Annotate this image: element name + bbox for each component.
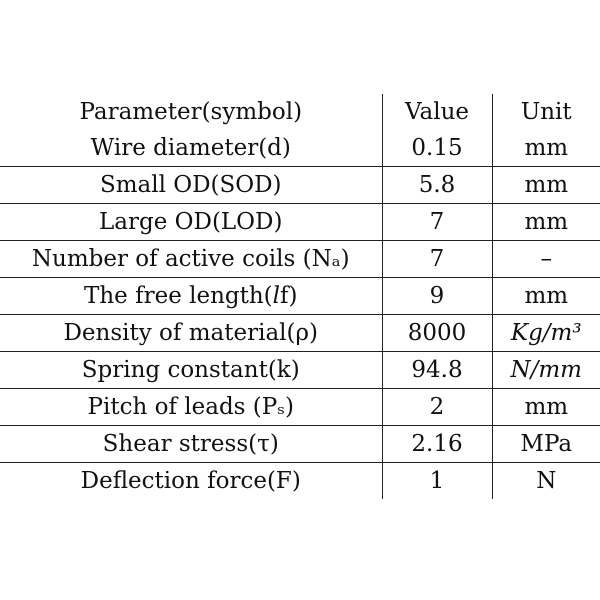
cell-parameter: Large OD(LOD) (99, 209, 283, 235)
header-unit: Unit (520, 99, 572, 125)
cell-unit: N (536, 468, 557, 494)
cell-parameter: Spring constant(k) (81, 357, 300, 383)
cell-value: 5.8 (382, 167, 492, 204)
cell-unit: N/mm (510, 357, 582, 383)
cell-value: 0.15 (382, 130, 492, 167)
cell-parameter: Deflection force(F) (80, 468, 301, 494)
cell-value: 8000 (382, 315, 492, 352)
cell-unit: mm (524, 394, 569, 420)
cell-parameter: The free length(𝑙f) (84, 283, 298, 309)
table-header-row (0, 94, 600, 130)
cell-unit: mm (524, 209, 569, 235)
cell-value: 9 (382, 278, 492, 315)
cell-value: 94.8 (382, 352, 492, 389)
table-row (0, 204, 600, 241)
table-row (0, 352, 600, 389)
table-row (0, 241, 600, 278)
cell-value: 2.16 (382, 426, 492, 463)
table-row (0, 167, 600, 204)
cell-unit: mm (524, 283, 569, 309)
cell-parameter: Pitch of leads (Pₛ) (87, 394, 294, 420)
table-row (0, 463, 600, 500)
table-row (0, 426, 600, 463)
cell-value: 1 (382, 463, 492, 500)
cell-value: 7 (382, 204, 492, 241)
cell-value: 7 (382, 241, 492, 278)
table-row (0, 130, 600, 167)
header-value: Value (382, 94, 492, 130)
table-row (0, 315, 600, 352)
cell-unit: Kg/m³ (510, 320, 582, 346)
header-parameter: Parameter(symbol) (79, 99, 303, 125)
cell-unit: mm (524, 135, 569, 161)
cell-value: 2 (382, 389, 492, 426)
cell-parameter: Small OD(SOD) (99, 172, 282, 198)
cell-unit: MPa (520, 431, 573, 457)
spring-parameters-table (0, 94, 600, 499)
table-row (0, 278, 600, 315)
cell-unit: mm (524, 172, 569, 198)
cell-unit: – (540, 246, 552, 272)
cell-parameter: Density of material(ρ) (63, 320, 318, 346)
cell-parameter: Number of active coils (Nₐ) (31, 246, 350, 272)
table-row (0, 389, 600, 426)
cell-parameter: Shear stress(τ) (102, 431, 279, 457)
cell-parameter: Wire diameter(d) (90, 135, 291, 161)
